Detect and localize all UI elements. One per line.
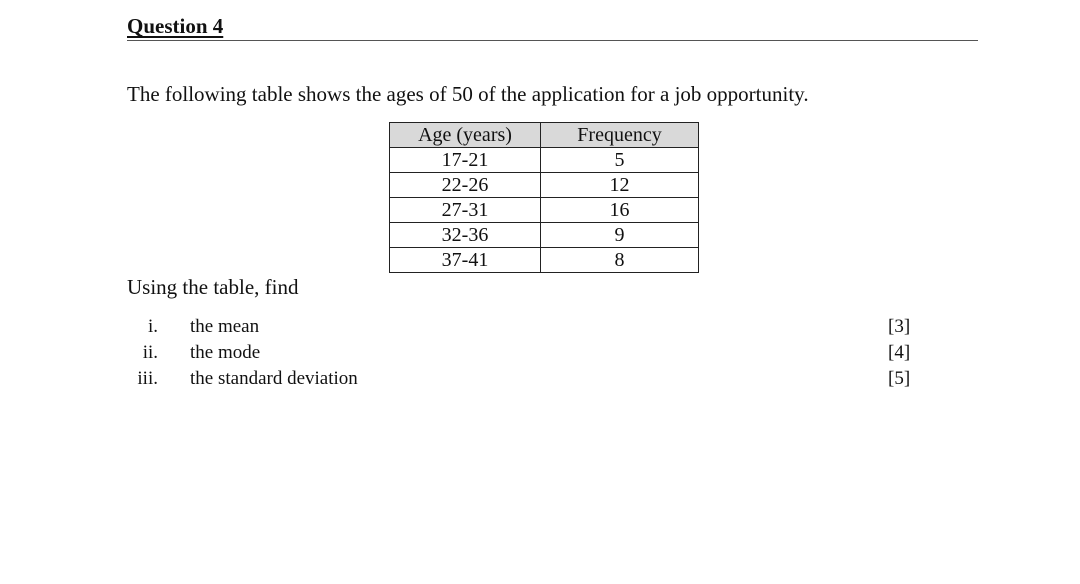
table-row: [390, 248, 699, 273]
column-header-frequency: Frequency: [541, 123, 699, 148]
age-cell: 22-26: [390, 173, 541, 198]
part-text: the mode: [190, 342, 261, 363]
table-header-row: [390, 123, 699, 148]
frequency-cell: 5: [541, 148, 699, 173]
age-cell: 32-36: [390, 223, 541, 248]
table-row: [390, 223, 699, 248]
part-text: the standard deviation: [190, 368, 358, 389]
question-title: Question 4: [127, 14, 224, 38]
age-frequency-table: [389, 122, 699, 273]
frequency-cell: 16: [541, 198, 699, 223]
frequency-cell: 12: [541, 173, 699, 198]
part-number: ii.: [142, 342, 158, 363]
column-header-age: Age (years): [390, 123, 541, 148]
age-cell: 37-41: [390, 248, 541, 273]
heading-divider: [127, 40, 978, 41]
table-row: [390, 148, 699, 173]
table-row: [390, 173, 699, 198]
question-part-standard-deviation: [127, 368, 927, 394]
part-number: i.: [147, 316, 158, 337]
table-row: [390, 198, 699, 223]
age-cell: 27-31: [390, 198, 541, 223]
instruction-text: Using the table, find: [127, 275, 299, 299]
frequency-cell: 9: [541, 223, 699, 248]
part-text: the mean: [190, 316, 260, 337]
question-intro: The following table shows the ages of 50 of the application for a job opportunity.: [127, 82, 809, 106]
frequency-cell: 8: [541, 248, 699, 273]
question-part-mean: [127, 316, 927, 342]
part-number: iii.: [137, 368, 158, 389]
part-marks: [3]: [888, 316, 911, 337]
question-part-mode: [127, 342, 927, 368]
part-marks: [5]: [888, 368, 911, 389]
part-marks: [4]: [888, 342, 911, 363]
age-cell: 17-21: [390, 148, 541, 173]
